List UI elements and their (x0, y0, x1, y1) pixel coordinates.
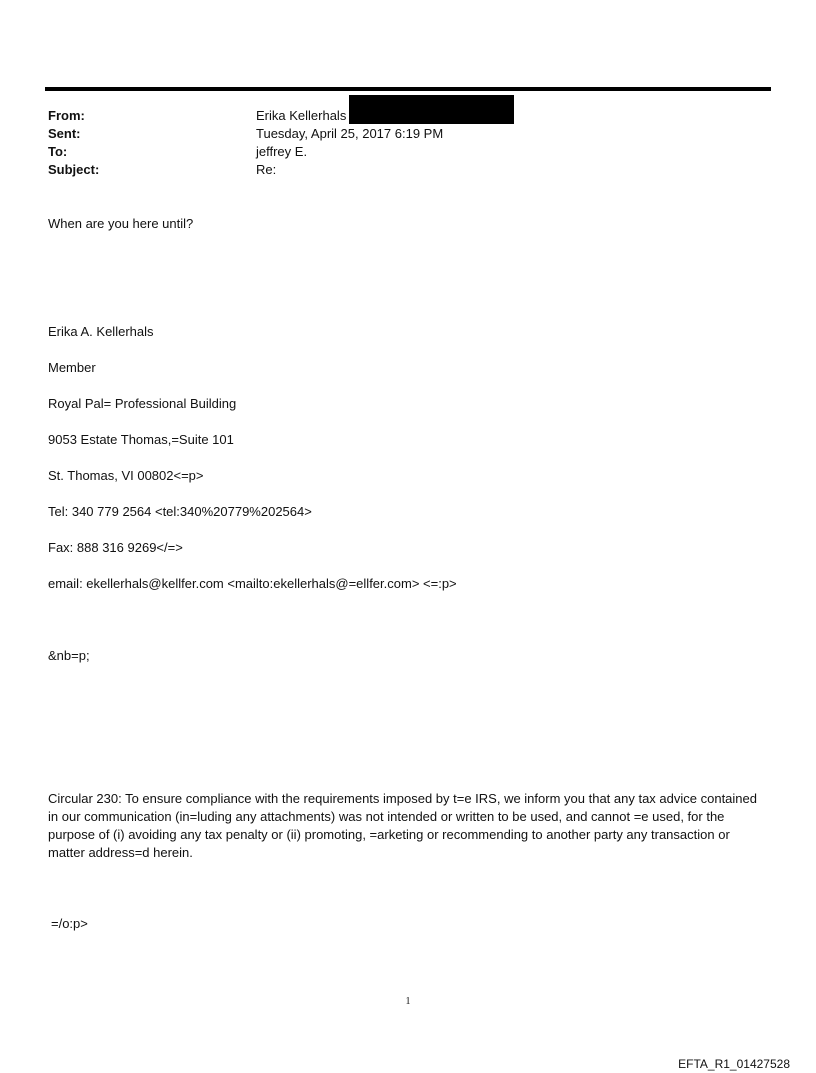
message-question: When are you here until? (48, 216, 194, 231)
signature-title: Member (48, 360, 96, 375)
from-value: Erika Kellerhals (256, 108, 347, 123)
signature-name: Erika A. Kellerhals (48, 324, 154, 339)
signature-email: email: ekellerhals@kellfer.com <mailto:ekellerhals@=ellfer.com> <=:p> (48, 576, 457, 591)
subject-value: Re: (256, 162, 277, 177)
circular-230-disclaimer: Circular 230: To ensure compliance with the requirements imposed by t=e IRS, we inform you that any tax advice contained in our communication (in=luding any attachments) was not intended or written to be used, and cannot =e used, for the purpose of (i) avoiding any tax penalty or (ii) promoting, =arketing or recommending to another party any transaction or matter address=d herein. (48, 791, 757, 860)
sent-value: Tuesday, April 25, 2017 6:19 PM (256, 126, 444, 141)
bates-number: EFTA_R1_01427528 (678, 1057, 790, 1071)
redaction-box (349, 95, 514, 124)
page-number: 1 (405, 996, 411, 1007)
signature-street: 9053 Estate Thomas,=Suite 101 (48, 432, 234, 447)
nbsp-artifact: &nb=p; (48, 648, 90, 663)
subject-label: Subject: (48, 162, 100, 177)
signature-city: St. Thomas, VI 00802<=p> (48, 468, 204, 483)
signature-building: Royal Pal= Professional Building (48, 396, 237, 411)
sent-label: Sent: (48, 126, 81, 141)
header-rule (45, 87, 771, 91)
to-value: jeffrey E. (256, 144, 308, 159)
signature-tel: Tel: 340 779 2564 <tel:340%20779%202564> (48, 504, 312, 519)
signature-fax: Fax: 888 316 9269</=> (48, 540, 183, 555)
closing-artifact: =/o:p> (51, 916, 88, 931)
to-label: To: (48, 144, 68, 159)
from-label: From: (48, 108, 85, 123)
